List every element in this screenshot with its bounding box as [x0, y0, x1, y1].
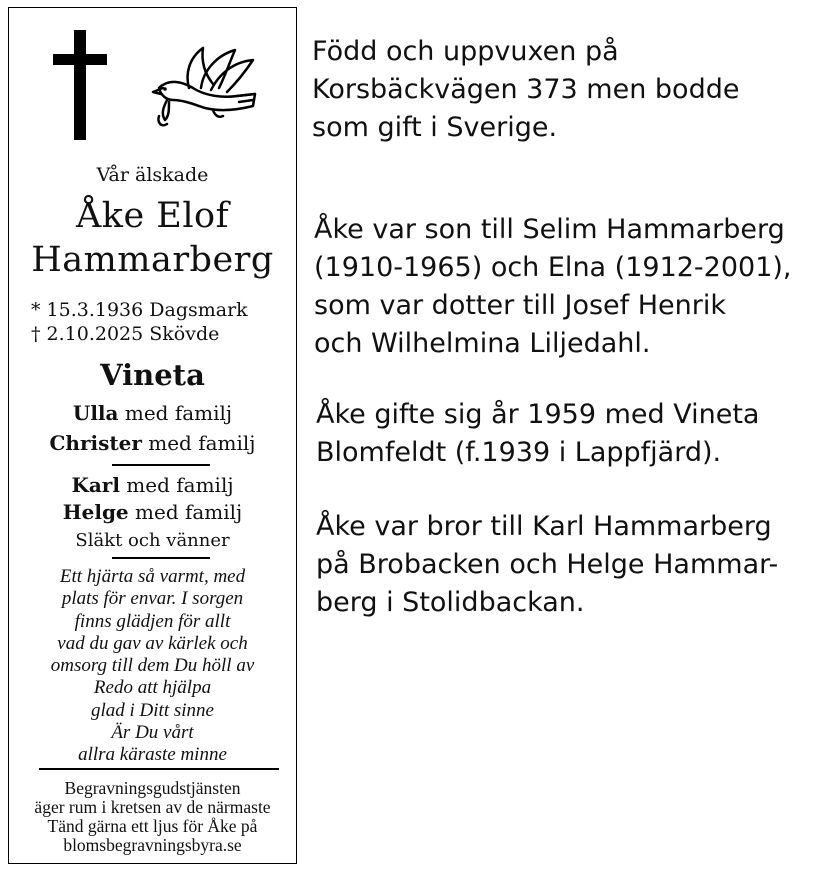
deceased-surname: Hammarberg [31, 240, 274, 280]
obituary-notice [8, 7, 297, 864]
biography-line: Blomfeldt (f.1939 i Lappfjärd). [316, 437, 722, 468]
biography-line: (1910-1965) och Elna (1912-2001), [314, 252, 792, 283]
biography-line: berg i Stolidbackan. [316, 587, 585, 618]
funeral-website: blomsbegravningsbyra.se [63, 835, 242, 855]
biography-line: Åke gifte sig år 1959 med Vineta [316, 399, 760, 430]
notice-intro: Vår älskade [96, 164, 209, 186]
family-line [9, 500, 296, 524]
dove-icon [149, 44, 261, 134]
divider [112, 557, 210, 559]
memorial-poem [9, 566, 296, 767]
family-suffix: med familj [141, 431, 256, 455]
family-member-name: Helge [62, 500, 129, 524]
poem-line: Är Du vårt [111, 722, 194, 744]
poem-line: glad i Ditt sinne [91, 699, 214, 721]
biography-line: som var dotter till Josef Henrik [314, 290, 726, 321]
biography-paragraph [316, 396, 759, 472]
poem-line: Ett hjärta så varmt, med [59, 566, 246, 587]
birth-date: * 15.3.1936 Dagsmark [31, 299, 248, 321]
funeral-line: Tänd gärna ett ljus för Åke på [47, 816, 258, 836]
family-suffix: med familj [118, 401, 233, 425]
family-suffix: med familj [128, 500, 243, 524]
family-line [9, 401, 296, 425]
notice-symbols [9, 30, 296, 140]
biography-line: Åke var bror till Karl Hammarberg [316, 511, 772, 542]
divider [39, 768, 279, 770]
divider [112, 464, 210, 466]
biography-paragraph [312, 33, 739, 147]
family-member-name: Christer [49, 431, 142, 455]
spouse-name: Vineta [100, 358, 205, 392]
poem-line: omsorg till dem Du höll av [50, 655, 255, 677]
deceased-first-names: Åke Elof [75, 196, 230, 236]
biography-line: som gift i Sverige. [312, 112, 558, 143]
poem-line: vad du gav av kärlek och [57, 632, 248, 654]
poem-line: allra käraste minne [78, 744, 227, 766]
family-line [9, 473, 296, 497]
poem-line: plats för envar. I sorgen [61, 588, 244, 610]
cross-icon [53, 30, 107, 140]
biography-line: och Wilhelmina Liljedahl. [314, 328, 651, 359]
poem-line: Redo att hjälpa [93, 677, 212, 699]
biography-line: Korsbäckvägen 373 men bodde [312, 74, 740, 105]
biography-line: Född och uppvuxen på [312, 36, 619, 67]
funeral-line: äger rum i kretsen av de närmaste [34, 797, 271, 817]
biography-line: Åke var son till Selim Hammarberg [314, 214, 785, 245]
poem-line: finns glädjen för allt [74, 610, 231, 632]
family-member-name: Ulla [72, 401, 119, 425]
biography-paragraph [316, 508, 778, 622]
biography-line: på Brobacken och Helge Hammar- [316, 549, 779, 580]
biography-paragraph [314, 211, 792, 363]
death-date: † 2.10.2025 Skövde [31, 323, 220, 345]
funeral-line: Begravningsgudstjänsten [64, 778, 241, 798]
family-suffix: med familj [119, 473, 234, 497]
family-line [9, 431, 296, 455]
funeral-info [9, 779, 296, 855]
life-dates [31, 298, 248, 346]
relatives-and-friends: Släkt och vänner [75, 530, 230, 551]
family-member-name: Karl [71, 473, 120, 497]
